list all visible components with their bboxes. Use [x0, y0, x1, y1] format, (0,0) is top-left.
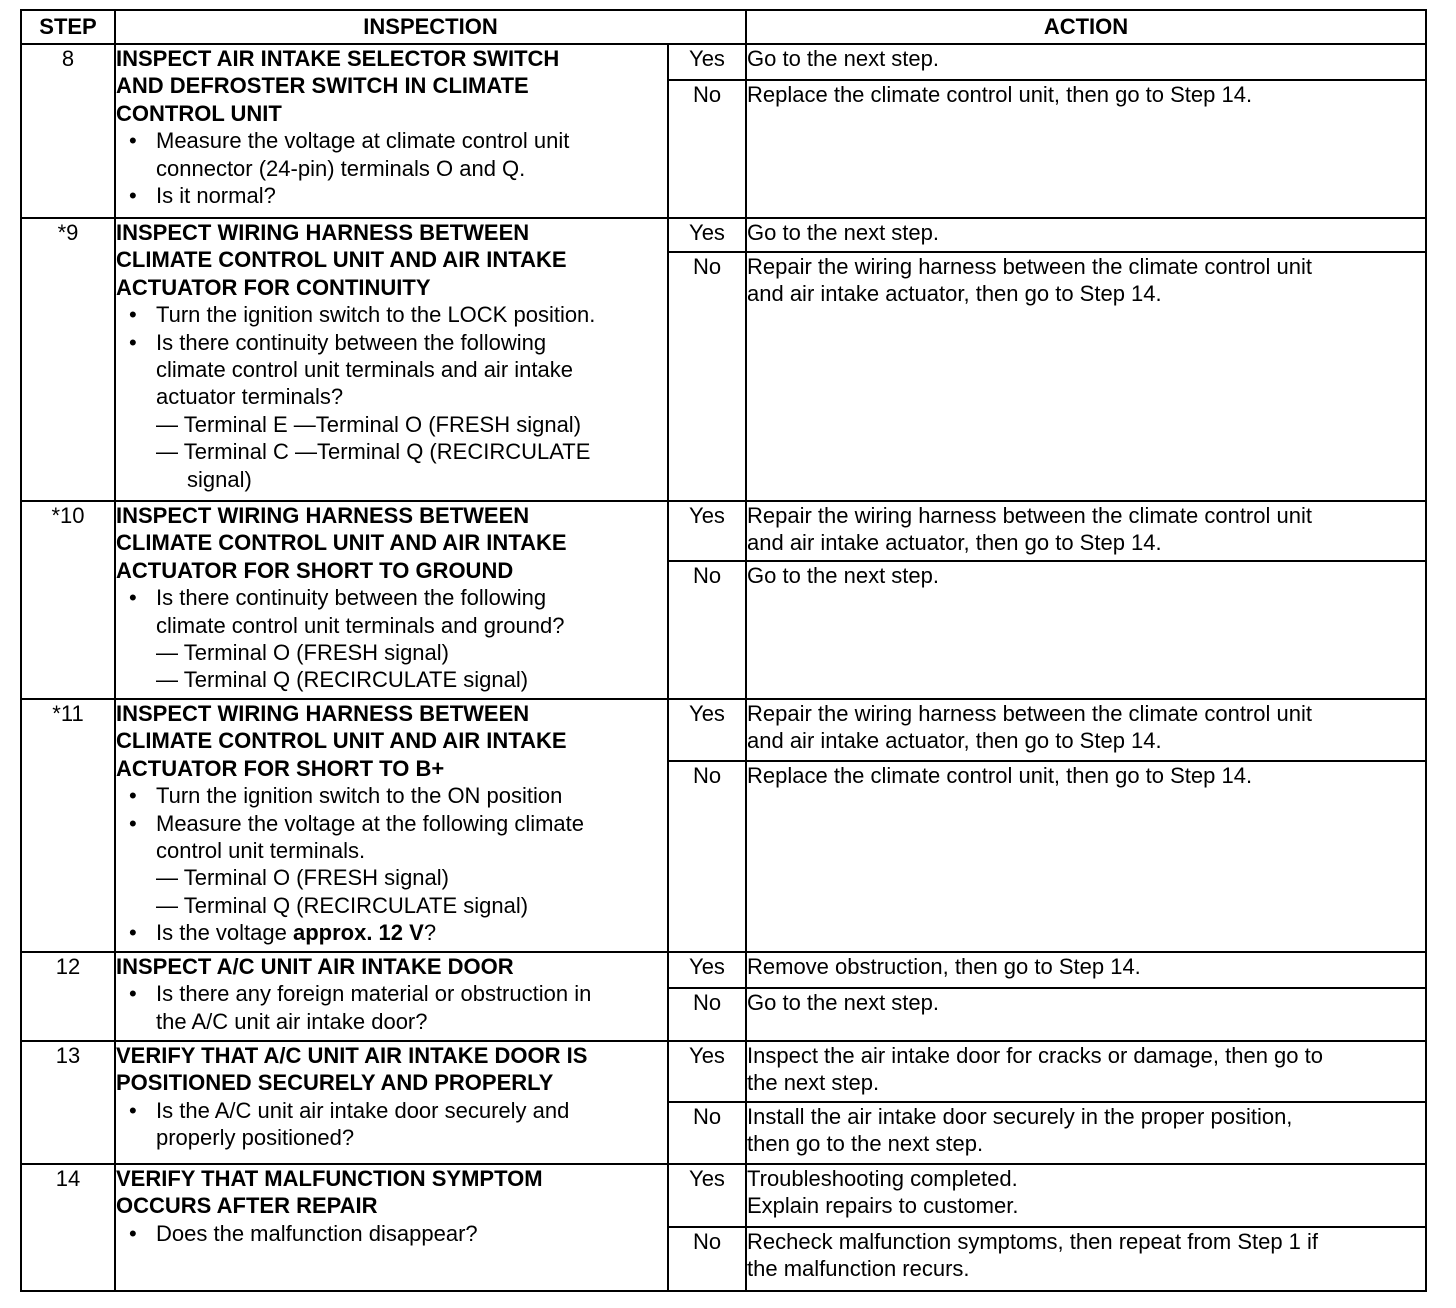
action-line: Replace the climate control unit, then go to Step 14.	[747, 82, 1253, 107]
action-line: the next step.	[747, 1070, 880, 1096]
heading-line: INSPECT A/C UNIT AIR INTAKE DOOR	[116, 954, 514, 979]
no-action	[746, 1102, 1426, 1164]
header-inspection: INSPECTION	[115, 10, 746, 44]
step-row-yes	[21, 218, 1426, 252]
no-action	[746, 988, 1426, 1041]
inspection-cell	[115, 1164, 668, 1291]
no-action	[746, 1227, 1426, 1291]
inspection-cell	[115, 218, 668, 501]
yes-label: Yes	[668, 218, 746, 252]
no-label: No	[668, 561, 746, 699]
inspection-heading	[116, 700, 667, 782]
yes-action	[746, 952, 1426, 988]
heading-line: CLIMATE CONTROL UNIT AND AIR INTAKE	[116, 247, 567, 273]
no-action	[746, 252, 1426, 501]
yes-label: Yes	[668, 1164, 746, 1227]
bullet-line: • Is the A/C unit air intake door securely and	[156, 1097, 570, 1123]
inspection-cell	[115, 952, 668, 1041]
inspection-bullet	[116, 810, 667, 865]
step-number: *10	[21, 501, 115, 699]
action-line: Go to the next step.	[747, 46, 940, 71]
action-line: and air intake actuator, then go to Step 14.	[747, 728, 1162, 754]
terminal-item	[116, 438, 667, 493]
no-label: No	[668, 80, 746, 218]
troubleshooting-table	[20, 9, 1427, 1292]
yes-label: Yes	[668, 952, 746, 988]
heading-line: INSPECT AIR INTAKE SELECTOR SWITCH	[116, 46, 560, 71]
heading-line: INSPECT WIRING HARNESS BETWEEN	[116, 503, 530, 528]
heading-line: CLIMATE CONTROL UNIT AND AIR INTAKE	[116, 530, 567, 556]
heading-line: ACTUATOR FOR CONTINUITY	[116, 274, 431, 300]
terminal-line: signal)	[187, 466, 252, 492]
inspection-bullet	[116, 919, 667, 946]
bullet-text: ?	[423, 920, 437, 946]
step-number: *9	[21, 218, 115, 501]
step-number: *11	[21, 699, 115, 952]
terminal-item	[116, 639, 667, 666]
yes-label: Yes	[668, 699, 746, 761]
action-line: and air intake actuator, then go to Step 14.	[747, 530, 1162, 556]
terminal-item	[116, 666, 667, 693]
bullet-line: actuator terminals?	[156, 384, 344, 410]
bullet-line: the A/C unit air intake door?	[156, 1008, 428, 1034]
action-line: Recheck malfunction symptoms, then repeat from Step 1 if	[747, 1229, 1319, 1254]
inspection-bullet	[116, 980, 667, 1035]
terminal-item	[116, 411, 667, 438]
heading-line: POSITIONED SECURELY AND PROPERLY	[116, 1070, 554, 1096]
heading-line: VERIFY THAT A/C UNIT AIR INTAKE DOOR IS	[116, 1043, 588, 1068]
heading-line: OCCURS AFTER REPAIR	[116, 1193, 378, 1219]
action-line: Repair the wiring harness between the climate control unit	[747, 701, 1312, 726]
bullet-line: climate control unit terminals and air intake	[156, 357, 573, 383]
inspection-cell	[115, 44, 668, 218]
action-line: Inspect the air intake door for cracks or damage, then go to	[747, 1043, 1323, 1068]
bullet-text: Is the voltage	[156, 920, 293, 946]
step-row-yes	[21, 1164, 1426, 1227]
yes-action	[746, 1164, 1426, 1227]
bullet-line: • Turn the ignition switch to the ON position	[156, 783, 563, 809]
terminal-line: — Terminal Q (RECIRCULATE signal)	[156, 667, 529, 693]
table-body	[21, 44, 1426, 1291]
inspection-heading	[116, 953, 667, 980]
terminal-item	[116, 864, 667, 891]
yes-action	[746, 1041, 1426, 1102]
heading-line: INSPECT WIRING HARNESS BETWEEN	[116, 701, 530, 726]
bullet-line: properly positioned?	[156, 1125, 355, 1151]
bullet-line: • Does the malfunction disappear?	[156, 1220, 478, 1246]
action-line: Replace the climate control unit, then go to Step 14.	[747, 763, 1253, 788]
yes-label: Yes	[668, 501, 746, 561]
bullet-line: control unit terminals.	[156, 838, 366, 864]
heading-line: VERIFY THAT MALFUNCTION SYMPTOM	[116, 1166, 543, 1191]
heading-line: ACTUATOR FOR SHORT TO B+	[116, 755, 445, 781]
heading-line: AND DEFROSTER SWITCH IN CLIMATE	[116, 73, 529, 99]
no-action	[746, 561, 1426, 699]
inspection-cell	[115, 501, 668, 699]
action-line: Go to the next step.	[747, 563, 940, 588]
bullet-line: • Measure the voltage at the following climate	[156, 810, 585, 836]
terminal-line: — Terminal C —Terminal Q (RECIRCULATE	[156, 439, 591, 465]
action-line: then go to the next step.	[747, 1131, 984, 1157]
step-row-yes	[21, 501, 1426, 561]
no-label: No	[668, 988, 746, 1041]
yes-label: Yes	[668, 44, 746, 80]
bullet-line: • Turn the ignition switch to the LOCK position.	[156, 302, 596, 328]
step-row-yes	[21, 699, 1426, 761]
bullet-line: • Is there continuity between the following	[156, 329, 547, 355]
bullet-emphasis: approx. 12 V	[292, 920, 424, 946]
action-line: Remove obstruction, then go to Step 14.	[747, 954, 1141, 979]
inspection-bullet	[116, 1220, 667, 1247]
no-label: No	[668, 252, 746, 501]
no-action	[746, 761, 1426, 952]
no-label: No	[668, 1227, 746, 1291]
inspection-cell	[115, 1041, 668, 1164]
action-line: Go to the next step.	[747, 220, 940, 245]
inspection-cell	[115, 699, 668, 952]
heading-line: CLIMATE CONTROL UNIT AND AIR INTAKE	[116, 728, 567, 754]
inspection-heading	[116, 1165, 667, 1220]
yes-action	[746, 218, 1426, 252]
no-label: No	[668, 1102, 746, 1164]
inspection-heading	[116, 45, 667, 127]
step-number: 8	[21, 44, 115, 218]
bullet-line: • Is there continuity between the following	[156, 585, 547, 611]
terminal-item	[116, 892, 667, 919]
header-step: STEP	[21, 10, 115, 44]
terminal-line: — Terminal O (FRESH signal)	[156, 640, 449, 666]
step-number: 14	[21, 1164, 115, 1291]
inspection-heading	[116, 1042, 667, 1097]
bullet-line: • Is there any foreign material or obstruction in	[156, 981, 592, 1007]
action-line: Install the air intake door securely in the proper position,	[747, 1104, 1293, 1129]
header-action: ACTION	[746, 10, 1426, 44]
header-row	[21, 10, 1426, 44]
terminal-line: — Terminal E —Terminal O (FRESH signal)	[156, 411, 582, 437]
yes-action	[746, 44, 1426, 80]
yes-action	[746, 501, 1426, 561]
inspection-bullet	[116, 127, 667, 182]
step-row-yes	[21, 952, 1426, 988]
action-line: the malfunction recurs.	[747, 1256, 970, 1282]
step-row-yes	[21, 1041, 1426, 1102]
inspection-bullet	[116, 301, 667, 328]
action-line: Go to the next step.	[747, 990, 940, 1015]
action-line: and air intake actuator, then go to Step 14.	[747, 281, 1162, 307]
heading-line: CONTROL UNIT	[116, 100, 282, 126]
heading-line: INSPECT WIRING HARNESS BETWEEN	[116, 220, 530, 245]
step-number: 13	[21, 1041, 115, 1164]
inspection-bullet	[116, 782, 667, 809]
bullet-line: • Is it normal?	[156, 183, 276, 209]
terminal-line: — Terminal O (FRESH signal)	[156, 865, 449, 891]
action-line: Repair the wiring harness between the climate control unit	[747, 254, 1312, 279]
action-line: Troubleshooting completed.	[747, 1166, 1018, 1191]
inspection-heading	[116, 219, 667, 301]
yes-action	[746, 699, 1426, 761]
heading-line: ACTUATOR FOR SHORT TO GROUND	[116, 557, 514, 583]
step-row-yes	[21, 44, 1426, 80]
step-number: 12	[21, 952, 115, 1041]
inspection-bullet	[116, 329, 667, 411]
terminal-line: — Terminal Q (RECIRCULATE signal)	[156, 892, 529, 918]
no-label: No	[668, 761, 746, 952]
bullet-line: connector (24-pin) terminals O and Q.	[156, 155, 526, 181]
inspection-heading	[116, 502, 667, 584]
inspection-bullet	[116, 584, 667, 639]
action-line: Repair the wiring harness between the climate control unit	[747, 503, 1312, 528]
inspection-bullet	[116, 1097, 667, 1152]
action-line: Explain repairs to customer.	[747, 1193, 1019, 1219]
inspection-bullet	[116, 182, 667, 209]
no-action	[746, 80, 1426, 218]
yes-label: Yes	[668, 1041, 746, 1102]
bullet-line: climate control unit terminals and ground?	[156, 612, 565, 638]
bullet-line: • Measure the voltage at climate control unit	[156, 128, 570, 154]
